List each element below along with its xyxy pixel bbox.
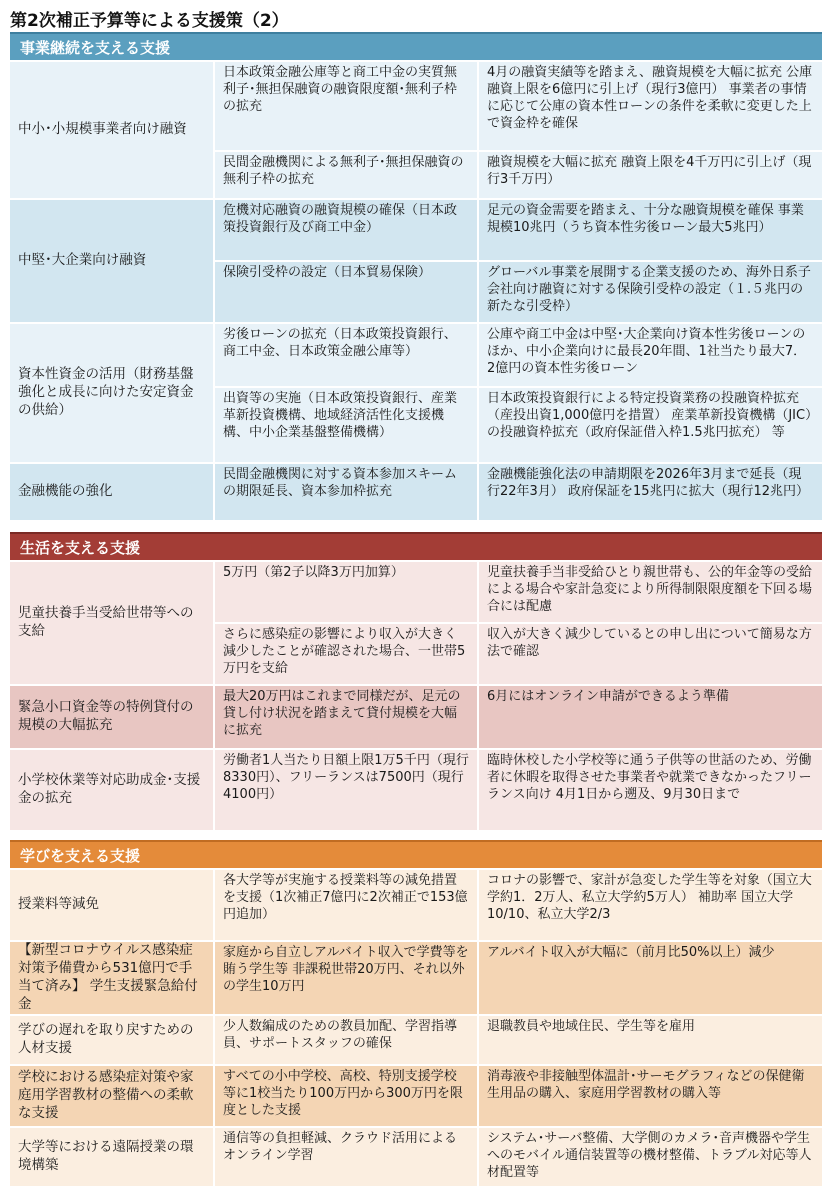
table-row bbox=[10, 62, 822, 200]
table-row bbox=[10, 324, 822, 464]
detail-cell: 金融機能強化法の申請期限を2026年3月まで延長（現行22年3月） 政府保証を15兆円に拡大（現行12兆円） bbox=[477, 464, 822, 520]
measure-cell: 通信等の負担軽減、クラウド活用によるオンライン学習 bbox=[213, 1128, 477, 1186]
measure-cell: 危機対応融資の融資規模の確保（日本政策投資銀行及び商工中金） bbox=[213, 200, 477, 260]
detail-cell: 消毒液や非接触型体温計･サーモグラフィなどの保健衛生用品の購入、家庭用学習教材の購入等 bbox=[477, 1066, 822, 1126]
category-cell: 児童扶養手当受給世帯等への支給 bbox=[10, 562, 213, 684]
category-cell: 金融機能の強化 bbox=[10, 464, 213, 520]
detail-cell: 6月にはオンライン申請ができるよう準備 bbox=[477, 686, 822, 748]
measure-cell: 各大学等が実施する授業料等の減免措置を支援（1次補正7億円に2次補正で153億円追加） bbox=[213, 870, 477, 940]
table-row bbox=[10, 464, 822, 522]
category-cell: 大学等における遠隔授業の環境構築 bbox=[10, 1128, 213, 1186]
detail-cell: 4月の融資実績等を踏まえ、融資規模を大幅に拡充 公庫融資上限を6億円に引上げ（現行3億円） 事業者の事情に応じて公庫の資本性ローンの条件を柔軟に変更した上で資金枠を確保 bbox=[477, 62, 822, 150]
measure-cell: 労働者1人当たり日額上限1万5千円（現行8330円）、フリーランスは7500円（現行4100円） bbox=[213, 750, 477, 830]
section-header-learning: 学びを支える支援 bbox=[10, 840, 822, 868]
measure-cell: 劣後ローンの拡充（日本政策投資銀行、商工中金、日本政策金融公庫等） bbox=[213, 324, 477, 386]
measure-cell: 民間金融機関に対する資本参加スキームの期限延長、資本参加枠拡充 bbox=[213, 464, 477, 520]
measure-cell: さらに感染症の影響により収入が大きく減少したことが確認された場合、一世帯5万円を支給 bbox=[213, 624, 477, 684]
category-cell: 中堅･大企業向け融資 bbox=[10, 200, 213, 322]
table-row bbox=[10, 562, 822, 686]
category-cell: 学びの遅れを取り戻すための人材支援 bbox=[10, 1016, 213, 1064]
detail-cell: 融資規模を大幅に拡充 融資上限を4千万円に引上げ（現行3千万円） bbox=[477, 152, 822, 198]
detail-cell: システム･サーバ整備、大学側のカメラ･音声機器や学生へのモバイル通信装置等の機材整備、トラブル対応等人材配置等 bbox=[477, 1128, 822, 1186]
page-title: 第2次補正予算等による支援策（2） bbox=[10, 11, 289, 31]
category-cell: 学校における感染症対策や家庭用学習教材の整備への柔軟な支援 bbox=[10, 1066, 213, 1126]
table-row bbox=[10, 1066, 822, 1128]
detail-cell: 臨時休校した小学校等に通う子供等の世話のため、労働者に休暇を取得させた事業者や就業できなかったフリーランス向け 4月1日から遡及、9月30日まで bbox=[477, 750, 822, 830]
table-row bbox=[10, 1128, 822, 1188]
table-row bbox=[10, 870, 822, 942]
category-cell: 資本性資金の活用（財務基盤強化と成長に向けた安定資金の供給） bbox=[10, 324, 213, 462]
detail-cell: 公庫や商工中金は中堅･大企業向け資本性劣後ローンのほか、中小企業向けに最長20年間、1社当たり最大7．2億円の資本性劣後ローン bbox=[477, 324, 822, 386]
measure-cell: 少人数編成のための教員加配、学習指導員、サポートスタッフの確保 bbox=[213, 1016, 477, 1064]
measure-cell: 民間金融機関による無利子･無担保融資の無利子枠の拡充 bbox=[213, 152, 477, 198]
table-row bbox=[10, 686, 822, 750]
measure-cell: 最大20万円はこれまで同様だが、足元の貸し付け状況を踏まえて貸付規模を大幅に拡充 bbox=[213, 686, 477, 748]
detail-cell: 退職教員や地域住民、学生等を雇用 bbox=[477, 1016, 822, 1064]
detail-cell: 日本政策投資銀行による特定投資業務の投融資枠拡充（産投出資1,000億円を措置） 産業革新投資機構（JIC）の投融資枠拡充（政府保証借入枠1.5兆円拡充） 等 bbox=[477, 388, 822, 462]
detail-cell: 足元の資金需要を踏まえ、十分な融資規模を確保 事業規模10兆円（うち資本性劣後ローン最大5兆円） bbox=[477, 200, 822, 260]
table-row bbox=[10, 200, 822, 324]
detail-cell: コロナの影響で、家計が急変した学生等を対象（国立大学約1．2万人、私立大学約5万人） 補助率 国立大学10/10、私立大学2/3 bbox=[477, 870, 822, 940]
life-support-section bbox=[10, 532, 822, 832]
category-cell: 中小･小規模事業者向け融資 bbox=[10, 62, 213, 198]
category-cell: 緊急小口資金等の特例貸付の規模の大幅拡充 bbox=[10, 686, 213, 748]
table-row bbox=[10, 750, 822, 832]
business-support-section bbox=[10, 32, 822, 522]
section-header-life: 生活を支える支援 bbox=[10, 532, 822, 560]
measure-cell: すべての小中学校、高校、特別支援学校等に1校当たり100万円から300万円を限度とした支援 bbox=[213, 1066, 477, 1126]
detail-cell: 収入が大きく減少しているとの申し出について簡易な方法で確認 bbox=[477, 624, 822, 684]
table-row bbox=[10, 1016, 822, 1066]
category-cell: 小学校休業等対応助成金･支援金の拡充 bbox=[10, 750, 213, 830]
detail-cell: アルバイト収入が大幅に（前月比50%以上）減少 bbox=[477, 942, 822, 1014]
category-cell: 授業料等減免 bbox=[10, 870, 213, 940]
learning-support-section bbox=[10, 840, 822, 1188]
measure-cell: 出資等の実施（日本政策投資銀行、産業革新投資機構、地域経済活性化支援機構、中小企業基盤整備機構） bbox=[213, 388, 477, 462]
detail-cell: グローバル事業を展開する企業支援のため、海外日系子会社向け融資に対する保険引受枠の設定（１.５兆円の新たな引受枠） bbox=[477, 262, 822, 322]
detail-cell: 児童扶養手当非受給ひとり親世帯も、公的年金等の受給による場合や家計急変により所得制限限度額を下回る場合には配慮 bbox=[477, 562, 822, 622]
measure-cell: 5万円（第2子以降3万円加算） bbox=[213, 562, 477, 622]
measure-cell: 保険引受枠の設定（日本貿易保険） bbox=[213, 262, 477, 322]
measure-cell: 日本政策金融公庫等と商工中金の実質無利子･無担保融資の融資限度額･無利子枠の拡充 bbox=[213, 62, 477, 150]
measure-cell: 家庭から自立しアルバイト収入で学費等を賄う学生等 非課税世帯20万円、それ以外の学生10万円 bbox=[213, 942, 477, 1014]
category-cell: 【新型コロナウイルス感染症対策予備費から531億円で手当て済み】 学生支援緊急給付金 bbox=[10, 942, 213, 1014]
table-row bbox=[10, 942, 822, 1016]
section-header-business: 事業継続を支える支援 bbox=[10, 32, 822, 60]
